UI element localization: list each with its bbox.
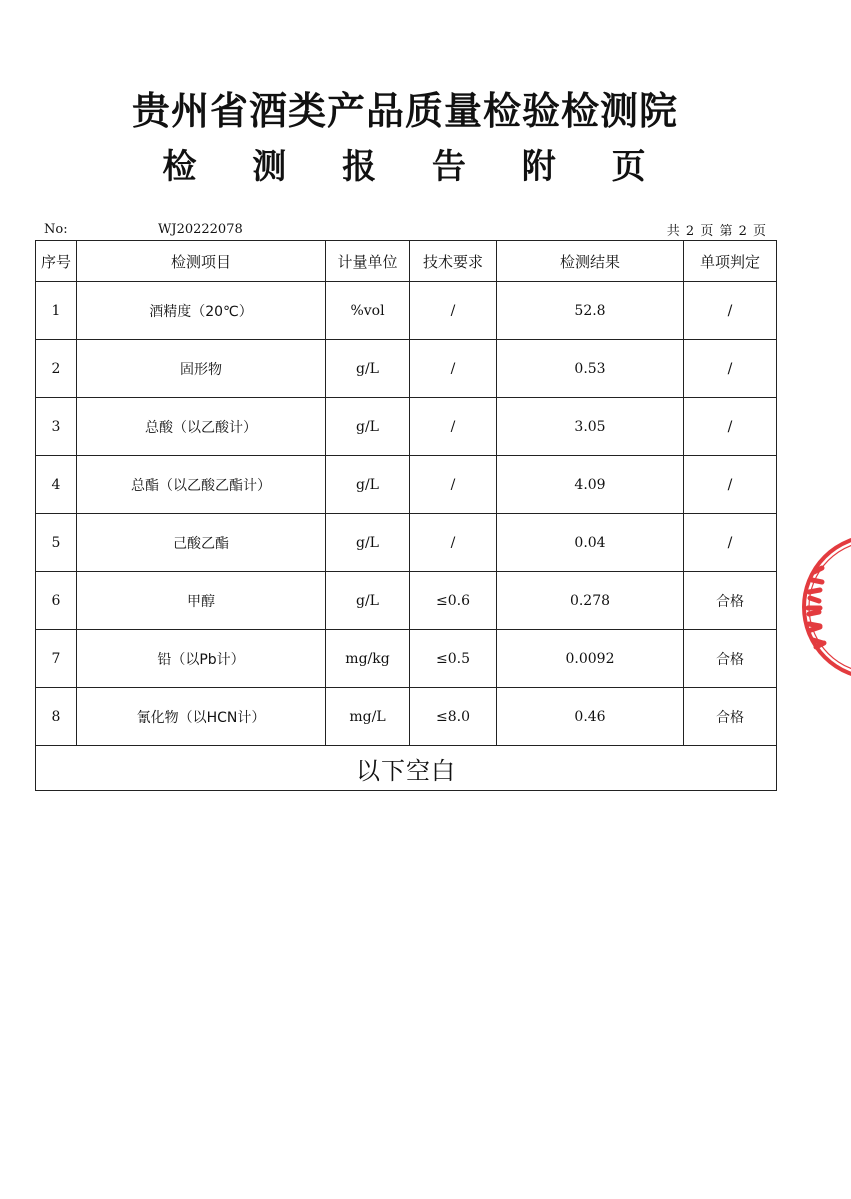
cell-item: 氰化物（以HCN计） bbox=[77, 688, 326, 746]
cell-item: 甲醇 bbox=[77, 572, 326, 630]
cell-result: 0.46 bbox=[497, 688, 684, 746]
header-verdict: 单项判定 bbox=[684, 241, 777, 282]
cell-item: 总酸（以乙酸计） bbox=[77, 398, 326, 456]
header-seq: 序号 bbox=[36, 241, 77, 282]
header-unit: 计量单位 bbox=[326, 241, 410, 282]
cell-seq: 1 bbox=[36, 282, 77, 340]
cell-result: 52.8 bbox=[497, 282, 684, 340]
cell-requirement: ≤0.6 bbox=[410, 572, 497, 630]
cell-unit: %vol bbox=[326, 282, 410, 340]
cell-verdict: / bbox=[684, 282, 777, 340]
cell-item: 铅（以Pb计） bbox=[77, 630, 326, 688]
cell-requirement: ≤0.5 bbox=[410, 630, 497, 688]
cell-item: 固形物 bbox=[77, 340, 326, 398]
page-indicator: 共 2 页 第 2 页 bbox=[666, 224, 766, 239]
blank-note: 以下空白 bbox=[36, 746, 777, 791]
cell-item: 酒精度（20℃） bbox=[77, 282, 326, 340]
cell-verdict: / bbox=[684, 514, 777, 572]
cell-item: 总酯（以乙酸乙酯计） bbox=[77, 456, 326, 514]
official-seal bbox=[800, 532, 851, 682]
table-row bbox=[36, 572, 777, 630]
cell-unit: g/L bbox=[326, 456, 410, 514]
cell-seq: 7 bbox=[36, 630, 77, 688]
cell-result: 3.05 bbox=[497, 398, 684, 456]
cell-seq: 2 bbox=[36, 340, 77, 398]
cell-seq: 8 bbox=[36, 688, 77, 746]
cell-requirement: / bbox=[410, 340, 497, 398]
table-row bbox=[36, 282, 777, 340]
cell-seq: 5 bbox=[36, 514, 77, 572]
report-number-value: WJ20222078 bbox=[158, 222, 243, 237]
cell-result: 0.04 bbox=[497, 514, 684, 572]
cell-seq: 3 bbox=[36, 398, 77, 456]
table-row bbox=[36, 456, 777, 514]
cell-item: 己酸乙酯 bbox=[77, 514, 326, 572]
table-row bbox=[36, 514, 777, 572]
cell-verdict: / bbox=[684, 398, 777, 456]
report-subtitle: 检 测 报 告 附 页 bbox=[162, 147, 668, 187]
cell-unit: mg/kg bbox=[326, 630, 410, 688]
report-number-label: No: bbox=[44, 222, 68, 237]
cell-result: 0.0092 bbox=[497, 630, 684, 688]
cell-verdict: 合格 bbox=[684, 572, 777, 630]
results-table bbox=[35, 240, 777, 791]
cell-unit: g/L bbox=[326, 514, 410, 572]
header-result: 检测结果 bbox=[497, 241, 684, 282]
cell-verdict: 合格 bbox=[684, 688, 777, 746]
cell-result: 0.278 bbox=[497, 572, 684, 630]
cell-unit: g/L bbox=[326, 340, 410, 398]
table-header-row bbox=[36, 241, 777, 282]
cell-unit: g/L bbox=[326, 572, 410, 630]
cell-verdict: 合格 bbox=[684, 630, 777, 688]
cell-requirement: / bbox=[410, 456, 497, 514]
report-title: 贵州省酒类产品质量检验检测院 bbox=[131, 89, 678, 133]
cell-verdict: / bbox=[684, 340, 777, 398]
cell-verdict: / bbox=[684, 456, 777, 514]
cell-result: 4.09 bbox=[497, 456, 684, 514]
table-row bbox=[36, 630, 777, 688]
cell-unit: mg/L bbox=[326, 688, 410, 746]
cell-requirement: / bbox=[410, 514, 497, 572]
blank-note-row bbox=[36, 746, 777, 791]
seal-icon bbox=[800, 532, 851, 682]
table-row bbox=[36, 398, 777, 456]
cell-result: 0.53 bbox=[497, 340, 684, 398]
header-requirement: 技术要求 bbox=[410, 241, 497, 282]
cell-requirement: ≤8.0 bbox=[410, 688, 497, 746]
cell-seq: 4 bbox=[36, 456, 77, 514]
cell-requirement: / bbox=[410, 282, 497, 340]
table-row bbox=[36, 340, 777, 398]
cell-requirement: / bbox=[410, 398, 497, 456]
cell-seq: 6 bbox=[36, 572, 77, 630]
cell-unit: g/L bbox=[326, 398, 410, 456]
header-item: 检测项目 bbox=[77, 241, 326, 282]
table-row bbox=[36, 688, 777, 746]
